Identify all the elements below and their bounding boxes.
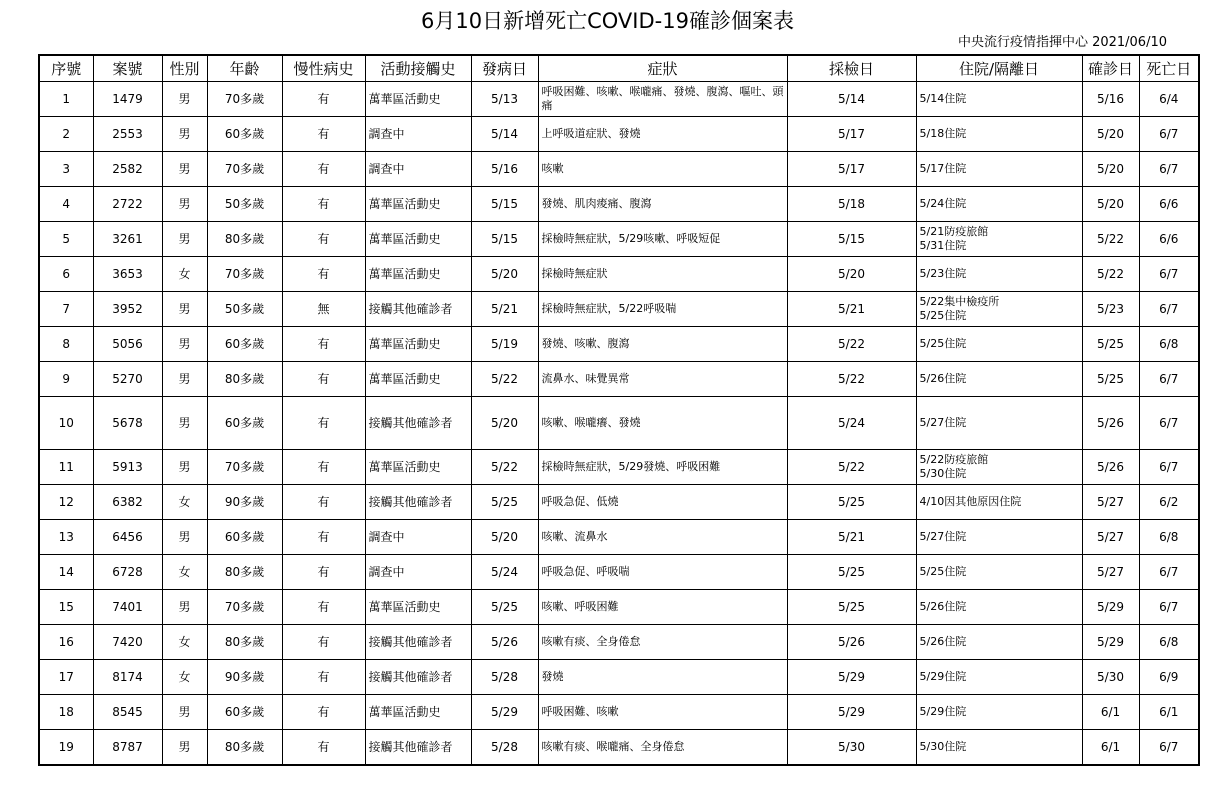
cell-chronic: 有 [282,222,365,257]
cell-case: 8787 [93,730,162,766]
cell-death: 6/7 [1139,292,1199,327]
cell-confirm: 5/20 [1082,152,1139,187]
cell-sampling: 5/14 [787,82,916,117]
cell-contact: 調查中 [365,152,471,187]
cell-case: 3261 [93,222,162,257]
cell-sex: 男 [162,152,207,187]
cell-age: 70多歲 [207,82,282,117]
cell-age: 70多歲 [207,450,282,485]
cell-onset: 5/16 [471,152,538,187]
cell-death: 6/4 [1139,82,1199,117]
cell-onset: 5/13 [471,82,538,117]
cell-symptoms: 發燒、肌肉痠痛、腹瀉 [538,187,787,222]
cell-no: 17 [39,660,93,695]
cell-hospitalization: 5/26住院 [916,625,1082,660]
cell-chronic: 有 [282,187,365,222]
table-row [39,520,1199,555]
cell-symptoms: 呼吸急促、低燒 [538,485,787,520]
cell-hospitalization: 5/18住院 [916,117,1082,152]
cell-confirm: 5/25 [1082,327,1139,362]
col-header-hospitalization: 住院/隔離日 [916,55,1082,82]
cell-onset: 5/20 [471,257,538,292]
cell-contact: 萬華區活動史 [365,590,471,625]
cell-hospitalization: 5/21防疫旅館 5/31住院 [916,222,1082,257]
cell-hospitalization: 5/25住院 [916,327,1082,362]
cell-death: 6/7 [1139,257,1199,292]
cell-confirm: 5/27 [1082,555,1139,590]
col-header-chronic: 慢性病史 [282,55,365,82]
cell-age: 60多歲 [207,520,282,555]
cell-no: 10 [39,397,93,450]
cell-chronic: 有 [282,450,365,485]
cell-contact: 接觸其他確診者 [365,625,471,660]
cell-death: 6/7 [1139,450,1199,485]
cell-age: 50多歲 [207,187,282,222]
cell-symptoms: 上呼吸道症狀、發燒 [538,117,787,152]
cell-no: 12 [39,485,93,520]
cell-symptoms: 呼吸困難、咳嗽 [538,695,787,730]
cell-hospitalization: 5/25住院 [916,555,1082,590]
cell-sex: 男 [162,82,207,117]
cell-sex: 女 [162,555,207,590]
cell-chronic: 有 [282,730,365,766]
cell-age: 60多歲 [207,327,282,362]
cell-chronic: 有 [282,362,365,397]
cell-symptoms: 採檢時無症狀，5/22呼吸喘 [538,292,787,327]
cell-age: 80多歲 [207,625,282,660]
cell-age: 50多歲 [207,292,282,327]
cell-age: 70多歲 [207,152,282,187]
cell-confirm: 6/1 [1082,695,1139,730]
cell-age: 90多歲 [207,485,282,520]
cell-chronic: 有 [282,520,365,555]
cell-no: 14 [39,555,93,590]
col-header-case: 案號 [93,55,162,82]
header-row [39,55,1199,82]
cell-no: 18 [39,695,93,730]
cell-death: 6/7 [1139,362,1199,397]
cell-onset: 5/29 [471,695,538,730]
table-row [39,187,1199,222]
cell-sampling: 5/18 [787,187,916,222]
cell-contact: 萬華區活動史 [365,82,471,117]
cell-case: 7401 [93,590,162,625]
cell-case: 2722 [93,187,162,222]
cell-case: 8174 [93,660,162,695]
cell-hospitalization: 5/17住院 [916,152,1082,187]
table-row [39,590,1199,625]
cell-sex: 男 [162,520,207,555]
cell-age: 90多歲 [207,660,282,695]
cell-sampling: 5/20 [787,257,916,292]
cell-contact: 接觸其他確診者 [365,485,471,520]
cell-age: 70多歲 [207,590,282,625]
col-header-symptoms: 症狀 [538,55,787,82]
table-row [39,152,1199,187]
cell-sampling: 5/22 [787,327,916,362]
cell-death: 6/6 [1139,187,1199,222]
cell-onset: 5/19 [471,327,538,362]
cell-chronic: 有 [282,257,365,292]
table-row [39,660,1199,695]
cell-death: 6/8 [1139,520,1199,555]
cell-sampling: 5/17 [787,117,916,152]
cell-case: 6728 [93,555,162,590]
cell-confirm: 5/22 [1082,222,1139,257]
cell-sampling: 5/29 [787,695,916,730]
cell-death: 6/8 [1139,625,1199,660]
cell-sex: 男 [162,397,207,450]
cell-sampling: 5/21 [787,292,916,327]
table-row [39,397,1199,450]
cell-symptoms: 咳嗽、呼吸困難 [538,590,787,625]
cell-confirm: 5/16 [1082,82,1139,117]
cell-contact: 接觸其他確診者 [365,730,471,766]
cell-sampling: 5/21 [787,520,916,555]
source-note: 中央流行疫情指揮中心 2021/06/10 [957,35,1167,50]
col-header-sex: 性別 [162,55,207,82]
cell-sex: 男 [162,117,207,152]
cell-hospitalization: 5/27住院 [916,397,1082,450]
cell-chronic: 有 [282,625,365,660]
cell-age: 60多歲 [207,695,282,730]
cell-age: 80多歲 [207,555,282,590]
cell-confirm: 5/22 [1082,257,1139,292]
cell-sampling: 5/17 [787,152,916,187]
cell-symptoms: 呼吸急促、呼吸喘 [538,555,787,590]
cell-case: 7420 [93,625,162,660]
cell-contact: 萬華區活動史 [365,327,471,362]
cell-no: 2 [39,117,93,152]
cell-no: 8 [39,327,93,362]
cell-onset: 5/22 [471,362,538,397]
cell-symptoms: 咳嗽有痰、全身倦怠 [538,625,787,660]
cell-hospitalization: 5/23住院 [916,257,1082,292]
cell-sex: 女 [162,660,207,695]
cell-confirm: 5/25 [1082,362,1139,397]
cell-onset: 5/26 [471,625,538,660]
cell-onset: 5/28 [471,730,538,766]
cell-death: 6/7 [1139,397,1199,450]
table-row [39,450,1199,485]
col-header-onset: 發病日 [471,55,538,82]
cell-contact: 萬華區活動史 [365,187,471,222]
cell-case: 2582 [93,152,162,187]
cell-age: 80多歲 [207,362,282,397]
cell-case: 3653 [93,257,162,292]
cell-symptoms: 咳嗽、流鼻水 [538,520,787,555]
cell-death: 6/7 [1139,590,1199,625]
cell-symptoms: 咳嗽 [538,152,787,187]
cell-hospitalization: 5/22防疫旅館 5/30住院 [916,450,1082,485]
cell-contact: 萬華區活動史 [365,450,471,485]
cell-death: 6/1 [1139,695,1199,730]
cell-confirm: 5/20 [1082,117,1139,152]
cell-death: 6/6 [1139,222,1199,257]
cell-contact: 接觸其他確診者 [365,397,471,450]
cell-hospitalization: 5/26住院 [916,362,1082,397]
cell-onset: 5/28 [471,660,538,695]
cell-death: 6/8 [1139,327,1199,362]
cell-onset: 5/25 [471,590,538,625]
col-header-no: 序號 [39,55,93,82]
cell-chronic: 有 [282,555,365,590]
cell-sampling: 5/26 [787,625,916,660]
table-row [39,257,1199,292]
cell-no: 11 [39,450,93,485]
cell-onset: 5/14 [471,117,538,152]
col-header-age: 年齡 [207,55,282,82]
cell-chronic: 有 [282,397,365,450]
cell-hospitalization: 5/29住院 [916,695,1082,730]
cell-age: 60多歲 [207,397,282,450]
table-row [39,82,1199,117]
cell-sex: 女 [162,485,207,520]
cell-chronic: 有 [282,117,365,152]
cell-contact: 萬華區活動史 [365,222,471,257]
death-case-table [38,54,1200,766]
cell-contact: 調查中 [365,117,471,152]
cell-sampling: 5/22 [787,450,916,485]
cell-sex: 男 [162,327,207,362]
cell-age: 80多歲 [207,730,282,766]
cell-no: 3 [39,152,93,187]
cell-no: 1 [39,82,93,117]
cell-chronic: 有 [282,327,365,362]
cell-symptoms: 咳嗽有痰、喉嚨痛、全身倦怠 [538,730,787,766]
cell-sex: 女 [162,257,207,292]
cell-symptoms: 發燒、咳嗽、腹瀉 [538,327,787,362]
cell-sex: 男 [162,730,207,766]
col-header-sampling: 採檢日 [787,55,916,82]
cell-confirm: 5/26 [1082,450,1139,485]
cell-sampling: 5/25 [787,485,916,520]
cell-sampling: 5/15 [787,222,916,257]
cell-onset: 5/20 [471,520,538,555]
table-row [39,222,1199,257]
cell-hospitalization: 5/27住院 [916,520,1082,555]
cell-sex: 男 [162,362,207,397]
table-row [39,730,1199,766]
cell-chronic: 有 [282,660,365,695]
cell-sex: 女 [162,625,207,660]
cell-case: 5270 [93,362,162,397]
cell-confirm: 6/1 [1082,730,1139,766]
cell-age: 60多歲 [207,117,282,152]
cell-onset: 5/21 [471,292,538,327]
table-row [39,625,1199,660]
table-row [39,362,1199,397]
cell-confirm: 5/23 [1082,292,1139,327]
cell-onset: 5/15 [471,187,538,222]
cell-no: 7 [39,292,93,327]
table-row [39,485,1199,520]
cell-hospitalization: 5/30住院 [916,730,1082,766]
cell-confirm: 5/27 [1082,485,1139,520]
cell-chronic: 有 [282,82,365,117]
cell-chronic: 有 [282,485,365,520]
cell-onset: 5/22 [471,450,538,485]
cell-death: 6/7 [1139,152,1199,187]
cell-case: 8545 [93,695,162,730]
table-row [39,555,1199,590]
cell-death: 6/9 [1139,660,1199,695]
cell-age: 70多歲 [207,257,282,292]
cell-contact: 萬華區活動史 [365,695,471,730]
cell-case: 6456 [93,520,162,555]
cell-sampling: 5/24 [787,397,916,450]
page-title: 6月10日新增死亡COVID-19確診個案表 [421,9,794,33]
cell-chronic: 有 [282,695,365,730]
cell-death: 6/2 [1139,485,1199,520]
cell-symptoms: 咳嗽、喉嚨癢、發燒 [538,397,787,450]
cell-no: 5 [39,222,93,257]
cell-death: 6/7 [1139,555,1199,590]
cell-sampling: 5/30 [787,730,916,766]
col-header-confirm: 確診日 [1082,55,1139,82]
cell-death: 6/7 [1139,117,1199,152]
cell-age: 80多歲 [207,222,282,257]
cell-sex: 男 [162,187,207,222]
cell-no: 6 [39,257,93,292]
cell-symptoms: 採檢時無症狀 [538,257,787,292]
cell-contact: 萬華區活動史 [365,257,471,292]
cell-no: 15 [39,590,93,625]
cell-onset: 5/20 [471,397,538,450]
cell-sampling: 5/25 [787,555,916,590]
cell-chronic: 無 [282,292,365,327]
cell-hospitalization: 5/24住院 [916,187,1082,222]
cell-chronic: 有 [282,152,365,187]
table-row [39,117,1199,152]
cell-sex: 男 [162,222,207,257]
cell-sex: 男 [162,450,207,485]
cell-confirm: 5/20 [1082,187,1139,222]
cell-contact: 調查中 [365,555,471,590]
cell-sampling: 5/25 [787,590,916,625]
table-row [39,327,1199,362]
cell-symptoms: 呼吸困難、咳嗽、喉嚨痛、發燒、腹瀉、嘔吐、頭痛 [538,82,787,117]
cell-sampling: 5/29 [787,660,916,695]
cell-contact: 接觸其他確診者 [365,292,471,327]
col-header-contact: 活動接觸史 [365,55,471,82]
cell-contact: 接觸其他確診者 [365,660,471,695]
cell-hospitalization: 5/29住院 [916,660,1082,695]
cell-death: 6/7 [1139,730,1199,766]
cell-hospitalization: 4/10因其他原因住院 [916,485,1082,520]
cell-contact: 萬華區活動史 [365,362,471,397]
cell-symptoms: 流鼻水、味覺異常 [538,362,787,397]
cell-confirm: 5/30 [1082,660,1139,695]
cell-no: 13 [39,520,93,555]
cell-case: 6382 [93,485,162,520]
table-row [39,292,1199,327]
cell-sampling: 5/22 [787,362,916,397]
cell-case: 1479 [93,82,162,117]
cell-sex: 男 [162,590,207,625]
cell-contact: 調查中 [365,520,471,555]
cell-no: 19 [39,730,93,766]
cell-case: 5056 [93,327,162,362]
cell-confirm: 5/27 [1082,520,1139,555]
cell-hospitalization: 5/22集中檢疫所 5/25住院 [916,292,1082,327]
cell-case: 5913 [93,450,162,485]
cell-onset: 5/15 [471,222,538,257]
cell-case: 5678 [93,397,162,450]
cell-case: 3952 [93,292,162,327]
cell-hospitalization: 5/26住院 [916,590,1082,625]
cell-symptoms: 採檢時無症狀，5/29咳嗽、呼吸短促 [538,222,787,257]
cell-chronic: 有 [282,590,365,625]
cell-sex: 男 [162,292,207,327]
table-row [39,695,1199,730]
cell-symptoms: 發燒 [538,660,787,695]
cell-confirm: 5/29 [1082,625,1139,660]
cell-symptoms: 採檢時無症狀，5/29發燒、呼吸困難 [538,450,787,485]
cell-no: 4 [39,187,93,222]
cell-confirm: 5/26 [1082,397,1139,450]
col-header-death: 死亡日 [1139,55,1199,82]
cell-onset: 5/24 [471,555,538,590]
cell-confirm: 5/29 [1082,590,1139,625]
cell-sex: 男 [162,695,207,730]
cell-onset: 5/25 [471,485,538,520]
cell-case: 2553 [93,117,162,152]
cell-no: 9 [39,362,93,397]
cell-no: 16 [39,625,93,660]
cell-hospitalization: 5/14住院 [916,82,1082,117]
